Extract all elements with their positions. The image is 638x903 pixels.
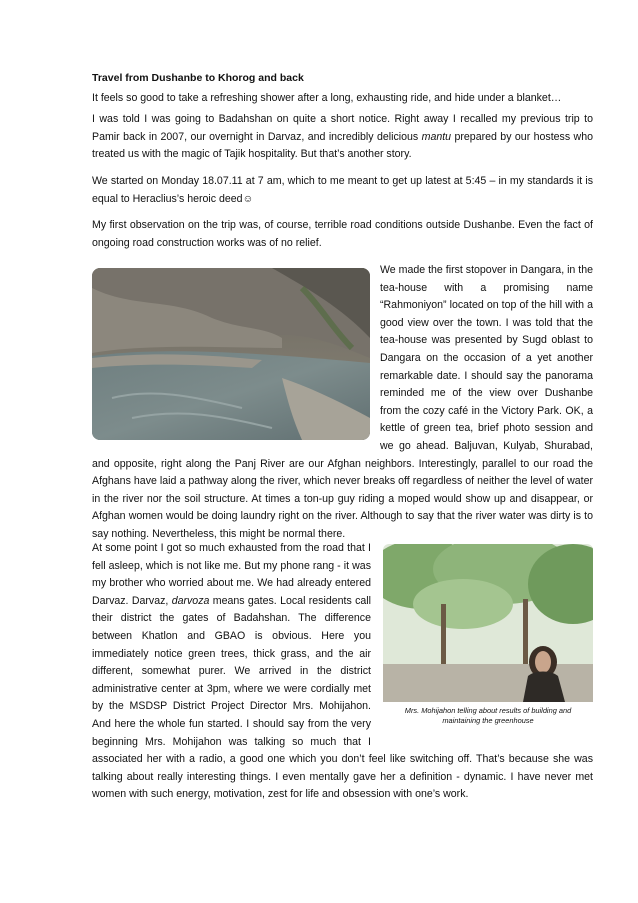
greenhouse-section <box>92 540 593 804</box>
river-section <box>92 262 593 544</box>
greenhouse-photo-graphic <box>383 544 593 702</box>
paragraph-4: My first observation on the trip was, of course, terrible road conditions outside Dushanbe. Even the fact of ongoing road construction works was of no relief. <box>92 219 593 249</box>
paragraph-1: It feels so good to take a refreshing shower after a long, exhausting ride, and hide under a blanket… <box>92 92 562 104</box>
river-photo <box>92 268 370 440</box>
paragraph-6-text-b: means gates. Local residents call their district the gates of Badahshan. The difference between Khatlon and GBAO is obvious. Here you immediately notice green trees, thick grass, and the air different, somewhat purer. We arrived in the district administrative center at 3pm, where we were cordially met by the MSDSP District Project Director Mrs. Mohijahon. And here the whole fun started. I should say from the very beginning Mrs. Mohijahon was talking so much that I associated her with a radio, a good one which you don’t feel like switching off. That’s because she was talking about really interesting things. I even mentally gave her a definition - dynamic. I have never met women with such energy, motivation, zest for life and obsession with one’s work. <box>92 594 593 801</box>
document-title: Travel from Dushanbe to Khorog and back <box>92 72 304 84</box>
paragraph-2 <box>92 111 593 164</box>
photo-caption <box>383 702 593 732</box>
paragraph-2-emphasis: mantu <box>421 130 452 143</box>
paragraph-6-text-a: At some point I got so much exhausted from the road that I fell asleep, which is not like me. But my phone rang - it was my brother who worried about me. We had already entered Darvaz. Darvaz, <box>92 542 371 607</box>
paragraph-3: We started on Monday 18.07.11 at 7 am, which to me meant to get up latest at 5:45 – in my standards it is equal to Heraclius’s heroic deed☺ <box>92 175 593 205</box>
paragraph-5: We made the first stopover in Dangara, in the tea-house with a promising name “Rahmoniyon” located on top of the hill with a good view over the town. I was told that the tea-house was presented by Sugd oblast to Dangara on the occasion of a yet another remarkable date. I should say the panorama reminded me of the view over Dushanbe from the cozy café in the Victory Park. OK, a kettle of green tea, brief photo session and we go ahead. Baljuvan, Kulyab, Shurabad, and opposite, right along the Panj River are our Afghan neighbors. Interestingly, parallel to our road the Afghans have laid a pathway along the river, which never breaks off regardless of neither the level of water in the river nor the soil structure. At times a ton-up guy riding a moped would show up and disappear, or Afghan women would be doing laundry right on the river. Although to say that the river water was dirty is to say nothing. Nevertheless, this might be normal there. <box>92 264 593 540</box>
paragraph-2-text-b: prepared by our hostess who treated us with the magic of Tajik hospitality. But that’s another story. <box>92 130 593 161</box>
river-photo-graphic <box>92 268 370 440</box>
photo-caption-line-1: Mrs. Mohijahon telling about results of building and <box>404 706 572 715</box>
paragraph-2-text-a: I was told I was going to Badahshan on quite a short notice. Right away I recalled my previous trip to Pamir back in 2007, our overnight in Darvaz, and incredibly delicious <box>92 113 593 143</box>
photo-caption-line-2: maintaining the greenhouse <box>442 716 534 725</box>
paragraph-6-emphasis: darvoza <box>171 594 210 607</box>
greenhouse-photo <box>383 544 593 732</box>
